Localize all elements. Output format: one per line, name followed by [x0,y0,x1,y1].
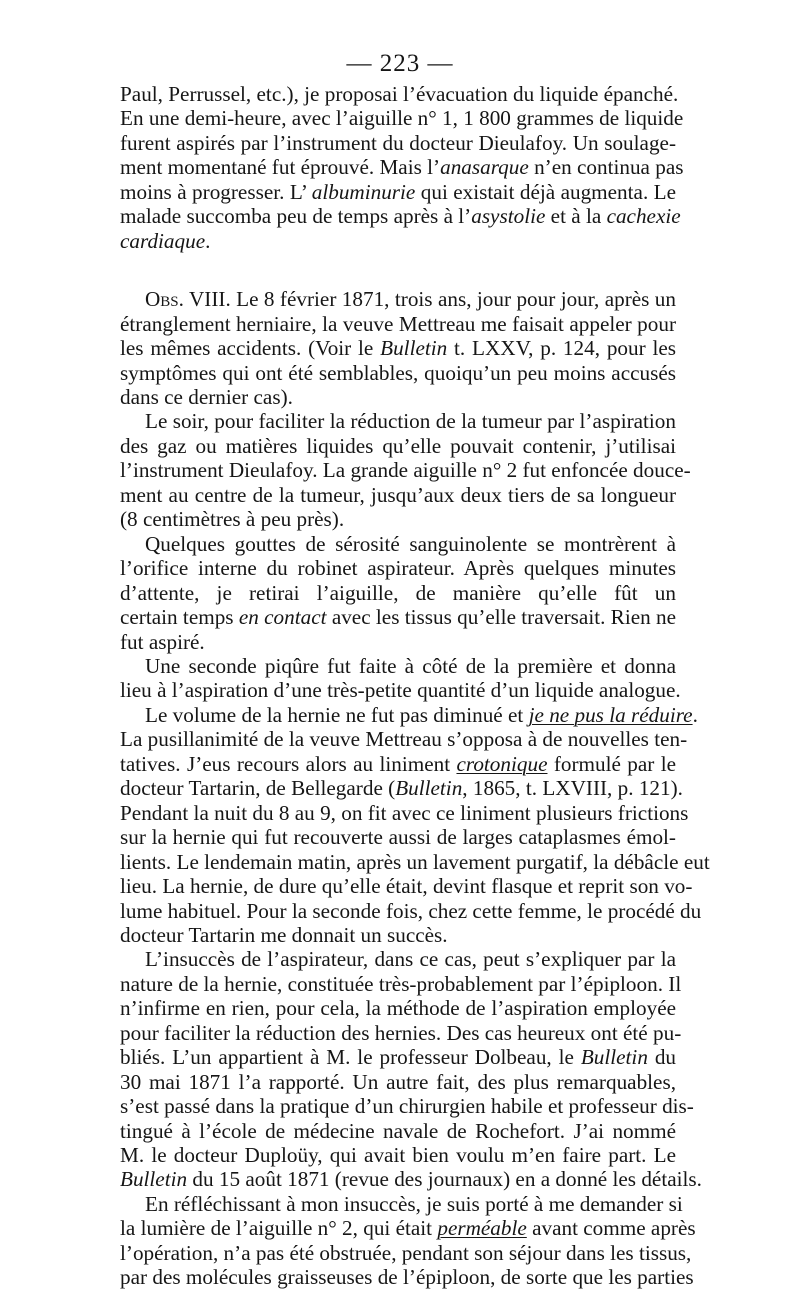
text-segment: (8 centimètres à peu près). [120,507,345,532]
text-line [120,458,691,483]
text-segment: symptômes qui ont été semblables, quoiqu’un peu moins accusés [120,360,676,385]
text-line [120,1020,682,1045]
text-line [120,1143,676,1167]
text-segment: nature de la hernie, constituée très-probablement par l’épiploon. Il [120,971,682,996]
text-line [120,106,684,131]
text-line [120,131,676,155]
text-line [120,1191,683,1216]
text-line [120,605,676,629]
text-segment: les mêmes accidents. (Voir le [120,336,381,361]
text-segment: du [647,1045,677,1070]
text-line [120,556,676,580]
text-line [120,1216,696,1241]
text-segment: . [205,228,211,253]
text-line [120,1119,676,1143]
text-line [120,825,676,849]
text-segment: étranglement herniaire, la veuve Mettreau me faisait appeler pour [120,311,676,336]
text-segment: En une demi-heure, avec l’aiguille n° 1, 1 800 grammes de liquide [120,106,684,131]
text-segment: des gaz ou matières liquides qu’elle pouvait contenir, j’utilisai [120,433,676,458]
text-segment: certain temps [120,605,239,630]
text-segment: qui existait déjà augmenta. Le [415,179,677,204]
observation-label: Obs [145,287,179,312]
emphasis-text: Bulletin [380,336,448,361]
paragraph-gap [120,253,676,287]
text-line [120,336,676,360]
text-segment: En réfléchissant à mon insuccès, je suis porté à me demander si [145,1191,683,1216]
text-segment: d’attente, je retirai l’aiguille, de manière qu’elle fût un [120,580,676,605]
text-line [120,923,676,947]
text-line [120,996,676,1020]
emphasis-text: albuminurie [311,179,416,204]
text-line [120,654,676,678]
text-segment: , 1865, t. LXVIII, p. 121). [462,776,683,801]
text-segment: et à la [545,204,607,229]
text-segment: lume habituel. Pour la seconde fois, chez cette femme, le procédé du [120,898,702,923]
text-line [120,752,676,776]
emphasis-text: anasarque [440,155,529,180]
text-line [120,1265,694,1290]
text-line [120,361,676,385]
text-line [120,849,710,874]
text-segment: Quelques gouttes de sérosité sanguinolente se montrèrent à [145,531,676,556]
text-line [120,874,693,899]
emphasis-text: crotonique [456,751,548,776]
text-segment: n’en continua pas [528,155,684,180]
text-segment: sur la hernie qui fut recouverte aussi de larges cataplasmes émol- [120,825,676,850]
text-segment: fut aspiré. [120,629,205,654]
text-segment: l’orifice interne du robinet aspirateur. Après quelques minutes [120,556,676,581]
text-segment: M. le docteur Duploüy, qui avait bien voulu m’en faire part. Le [120,1143,676,1168]
text-segment: moins à progresser. L’ [120,179,312,204]
text-segment: du 15 août 1871 (revue des journaux) en a donné les détails. [187,1167,702,1192]
page-body [120,82,710,1290]
text-line [120,204,681,229]
emphasis-text: je ne pus la réduire [528,702,693,727]
emphasis-text: asystolie [471,204,546,229]
text-segment: L’insuccès de l’aspirateur, dans ce cas, peut s’expliquer par la [145,947,676,972]
text-segment: formulé par le [547,751,676,776]
text-line [120,385,676,409]
text-segment: Le volume de la hernie ne fut pas diminué et [145,702,529,727]
text-segment: t. LXXV, p. 124, pour les [447,336,676,361]
text-line [120,947,676,971]
text-segment: lieu à l’aspiration d’une très-petite quantité d’un liquide analogue. [120,678,681,703]
text-segment: tatives. J’eus recours alors au liniment [120,751,457,776]
text-segment: Pendant la nuit du 8 au 9, on fit avec ce liniment plusieurs frictions [120,800,689,825]
text-segment: bliés. L’un appartient à M. le professeur Dolbeau, le [120,1045,581,1070]
text-line [120,727,688,752]
text-segment: lieu. La hernie, de dure qu’elle était, devint flasque et reprit son vo- [120,874,693,899]
text-segment: furent aspirés par l’instrument du docteur Dieulafoy. Un soulage- [120,130,676,155]
text-line [120,287,676,311]
page-number: — 223 — [346,50,454,77]
text-line [120,1070,676,1094]
text-segment: par des molécules graisseuses de l’épiploon, de sorte que les parties [120,1265,694,1290]
text-segment: tingué à l’école de médecine navale de Rochefort. J’ai nommé [120,1118,676,1143]
text-line [120,532,676,556]
text-line [120,678,681,703]
text-segment: pour faciliter la réduction des hernies. Des cas heureux ont été pu- [120,1020,682,1045]
text-line [120,507,676,531]
emphasis-text: cardiaque [120,228,206,253]
text-segment: docteur Tartarin me donnait un succès. [120,922,448,947]
text-segment: s’est passé dans la pratique d’un chirurgien habile et professeur dis- [120,1094,694,1119]
text-line [120,82,679,106]
text-segment: . VIII. Le 8 février 1871, trois ans, jour pour jour, après un [178,287,676,312]
text-segment: docteur Tartarin, de Bellegarde ( [120,776,396,801]
text-line [120,630,676,654]
emphasis-text: Bulletin [120,1167,188,1192]
text-line [120,898,702,923]
text-segment: la lumière de l’aiguille n° 2, qui était [120,1216,438,1241]
text-segment: lients. Le lendemain matin, après un lavement purgatif, la débâcle eut [120,849,710,874]
text-segment: avec les tissus qu’elle traversait. Rien ne [326,605,676,630]
text-line [120,702,698,727]
text-segment: ment momentané fut éprouvé. Mais l’ [120,155,441,180]
text-segment: La pusillanimité de la veuve Mettreau s’opposa à de nouvelles ten- [120,727,688,752]
text-line [120,155,684,180]
text-segment: avant comme après [526,1216,696,1241]
text-line [120,1045,676,1069]
text-line [120,1167,702,1192]
text-segment: l’instrument Dieulafoy. La grande aiguille n° 2 fut enfoncée douce- [120,458,691,483]
text-segment: malade succomba peu de temps après à l’ [120,204,472,229]
text-segment: Paul, Perrussel, etc.), je proposai l’évacuation du liquide épanché. [120,82,679,106]
text-line [120,800,689,825]
text-segment: . [692,702,698,727]
text-line [120,180,676,204]
text-line [120,971,682,996]
text-segment: 30 mai 1871 l’a rapporté. Un autre fait, des plus remarquables, [120,1069,676,1094]
text-line [120,434,676,458]
text-line [120,776,683,801]
text-segment: Une seconde piqûre fut faite à côté de la première et donna [145,653,676,678]
emphasis-text: cachexie [606,204,681,229]
emphasis-text: Bulletin [580,1045,648,1070]
emphasis-text: Bulletin [395,776,463,801]
text-segment: l’opération, n’a pas été obstruée, pendant son séjour dans les tissus, [120,1240,692,1265]
text-line [120,229,676,253]
text-segment: ment au centre de la tumeur, jusqu’aux deux tiers de sa longueur [120,482,676,507]
text-line [120,483,676,507]
text-line [120,581,676,605]
text-segment: n’infirme en rien, pour cela, la méthode de l’aspiration employée [120,996,676,1021]
text-segment: dans ce dernier cas). [120,384,293,409]
text-segment: Le soir, pour faciliter la réduction de la tumeur par l’aspiration [145,409,676,434]
emphasis-text: en contact [238,605,327,630]
text-line [120,409,676,433]
emphasis-text: perméable [437,1216,527,1241]
text-line [120,1094,694,1119]
text-line [120,312,676,336]
